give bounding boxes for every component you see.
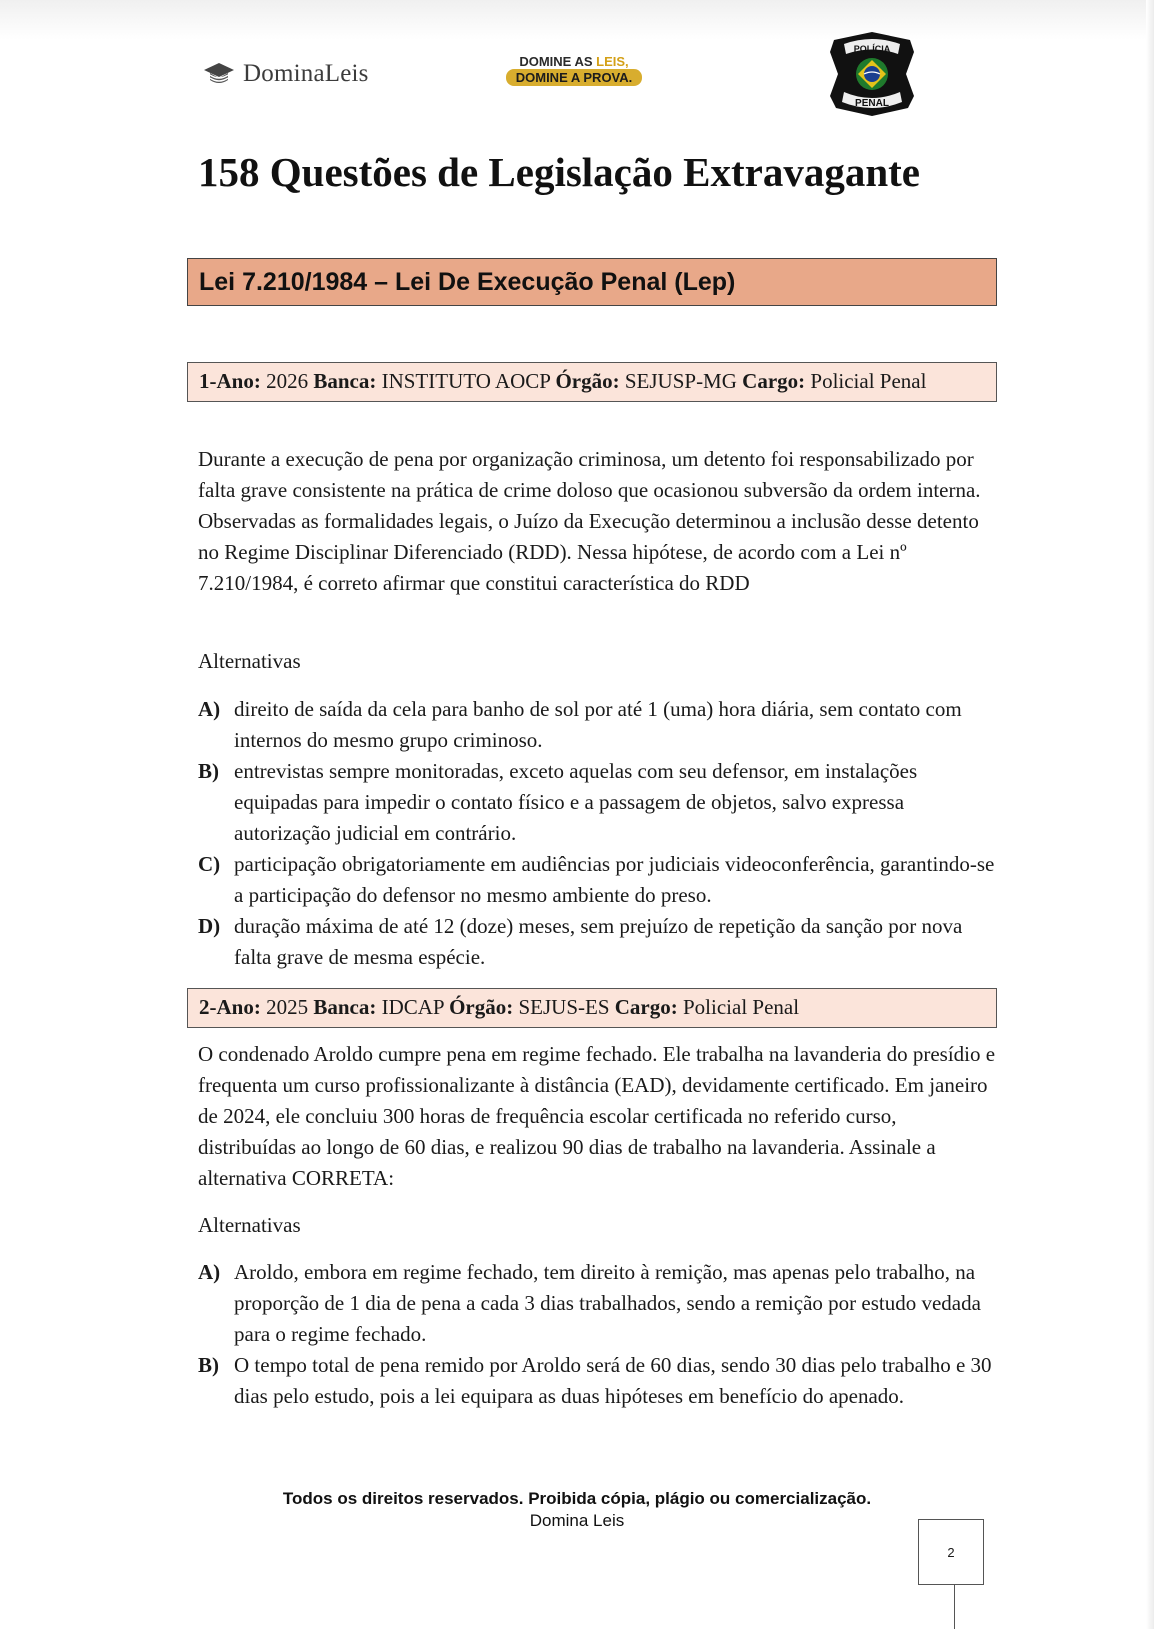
dominaleis-logo: [203, 55, 369, 93]
question-1-option-b[interactable]: [198, 756, 998, 849]
question-1-option-a[interactable]: [198, 694, 998, 756]
question-2-options: [198, 1257, 998, 1412]
question-2-alternatives-label: Alternativas: [198, 1213, 301, 1237]
page-top-shadow: [0, 0, 1154, 40]
question-1-banca-label: Banca:: [313, 369, 377, 393]
section-title: Lei 7.210/1984 – Lei De Execução Penal (Lep): [199, 267, 736, 296]
slogan-line2: DOMINE A PROVA.: [506, 69, 643, 86]
question-1-orgao: SEJUSP-MG: [619, 369, 743, 393]
question-2-header: [187, 988, 997, 1028]
question-1-options: [198, 694, 998, 973]
option-text: entrevistas sempre monitoradas, exceto aquelas com seu defensor, em instalações equipadas para impedir o contato físico e a passagem de objetos, salvo expressa autorização judicial em contrário.: [234, 759, 918, 845]
option-letter: C): [198, 852, 221, 876]
question-2-year: 2025: [260, 995, 314, 1019]
svg-text:POLÍCIA: POLÍCIA: [853, 44, 891, 54]
page-number: 2: [947, 1544, 955, 1560]
page-right-edge: [1146, 0, 1154, 1629]
option-text: participação obrigatoriamente em audiências por judiciais videoconferência, garantindo-se a participação do defensor no mesmo ambiente do preso.: [234, 852, 995, 907]
question-1-alternatives-label: Alternativas: [198, 649, 301, 673]
slogan-logo: [488, 54, 660, 86]
option-letter: A): [198, 697, 221, 721]
question-2-cargo-label: Cargo:: [614, 995, 678, 1019]
question-2-orgao: SEJUS-ES: [513, 995, 615, 1019]
question-1-statement: Durante a execução de pena por organização criminosa, um detento foi responsabilizado por falta grave consistente na prática de crime doloso que ocasionou subversão da ordem interna. Observadas as formalidades legais, o Juízo da Execução determinou a inclusão desse detento no Regime Disciplinar Diferenciado (RDD). Nessa hipótese, de acordo com a Lei nº 7.210/1984, é correto afirmar que constitui característica do RDD: [198, 447, 981, 595]
question-2-orgao-label: Órgão:: [449, 995, 514, 1019]
option-letter: D): [198, 914, 221, 938]
question-2-statement: O condenado Aroldo cumpre pena em regime fechado. Ele trabalha na lavanderia do presídio e frequenta um curso profissionalizante à distância (EAD), devidamente certificado. Em janeiro de 2024, ele concluiu 300 horas de frequência escolar certificada no referido curso, distribuídas ao longo de 60 dias, e realizou 90 dias de trabalho na lavanderia. Assinale a alternativa CORRETA:: [198, 1042, 996, 1190]
question-1-option-d[interactable]: [198, 911, 998, 973]
section-banner: [187, 258, 997, 306]
question-1-header: [187, 362, 997, 402]
option-text: duração máxima de até 12 (doze) meses, sem prejuízo de repetição da sanção por nova falta grave de mesma espécie.: [234, 914, 963, 969]
footer-rights: Todos os direitos reservados. Proibida cópia, plágio ou comercialização.: [282, 1489, 872, 1508]
option-letter: B): [198, 759, 219, 783]
question-1-banca: INSTITUTO AOCP: [376, 369, 556, 393]
brand-name: DominaLeis: [243, 60, 369, 87]
question-2-number-label: 2-Ano:: [199, 995, 261, 1019]
policia-penal-badge-icon: [822, 30, 922, 118]
graduation-cap-icon: [203, 58, 235, 90]
question-1-option-c[interactable]: [198, 849, 998, 911]
option-text: Aroldo, embora em regime fechado, tem direito à remição, mas apenas pelo trabalho, na proporção de 1 dia de pena a cada 3 dias trabalhados, sendo a remição por estudo vedada para o regime fechado.: [234, 1260, 981, 1346]
option-letter: B): [198, 1353, 219, 1377]
question-1-cargo: Policial Penal: [805, 369, 927, 393]
option-text: O tempo total de pena remido por Aroldo será de 60 dias, sendo 30 dias pelo trabalho e 30 dias pelo estudo, pois a lei equipara as duas hipóteses em benefício do apenado.: [234, 1353, 992, 1408]
footer-author: Domina Leis: [529, 1511, 625, 1530]
question-2-banca: IDCAP: [376, 995, 450, 1019]
slogan-line1-a: DOMINE AS: [519, 54, 597, 69]
svg-text:PENAL: PENAL: [855, 98, 889, 109]
question-1-orgao-label: Órgão:: [555, 369, 620, 393]
question-2-option-b[interactable]: [198, 1350, 998, 1412]
question-1-number-label: 1-Ano:: [199, 369, 261, 393]
page-number-box: [918, 1519, 984, 1585]
option-letter: A): [198, 1260, 221, 1284]
question-1-year: 2026: [260, 369, 314, 393]
slogan-line1-b: LEIS,: [596, 54, 629, 69]
question-2-banca-label: Banca:: [313, 995, 377, 1019]
page-number-line: [954, 1585, 955, 1629]
option-text: direito de saída da cela para banho de sol por até 1 (uma) hora diária, sem contato com internos do mesmo grupo criminoso.: [234, 697, 962, 752]
question-2-cargo: Policial Penal: [677, 995, 800, 1019]
document-title: 158 Questões de Legislação Extravagante: [198, 149, 920, 195]
question-2-option-a[interactable]: [198, 1257, 998, 1350]
question-1-cargo-label: Cargo:: [742, 369, 806, 393]
